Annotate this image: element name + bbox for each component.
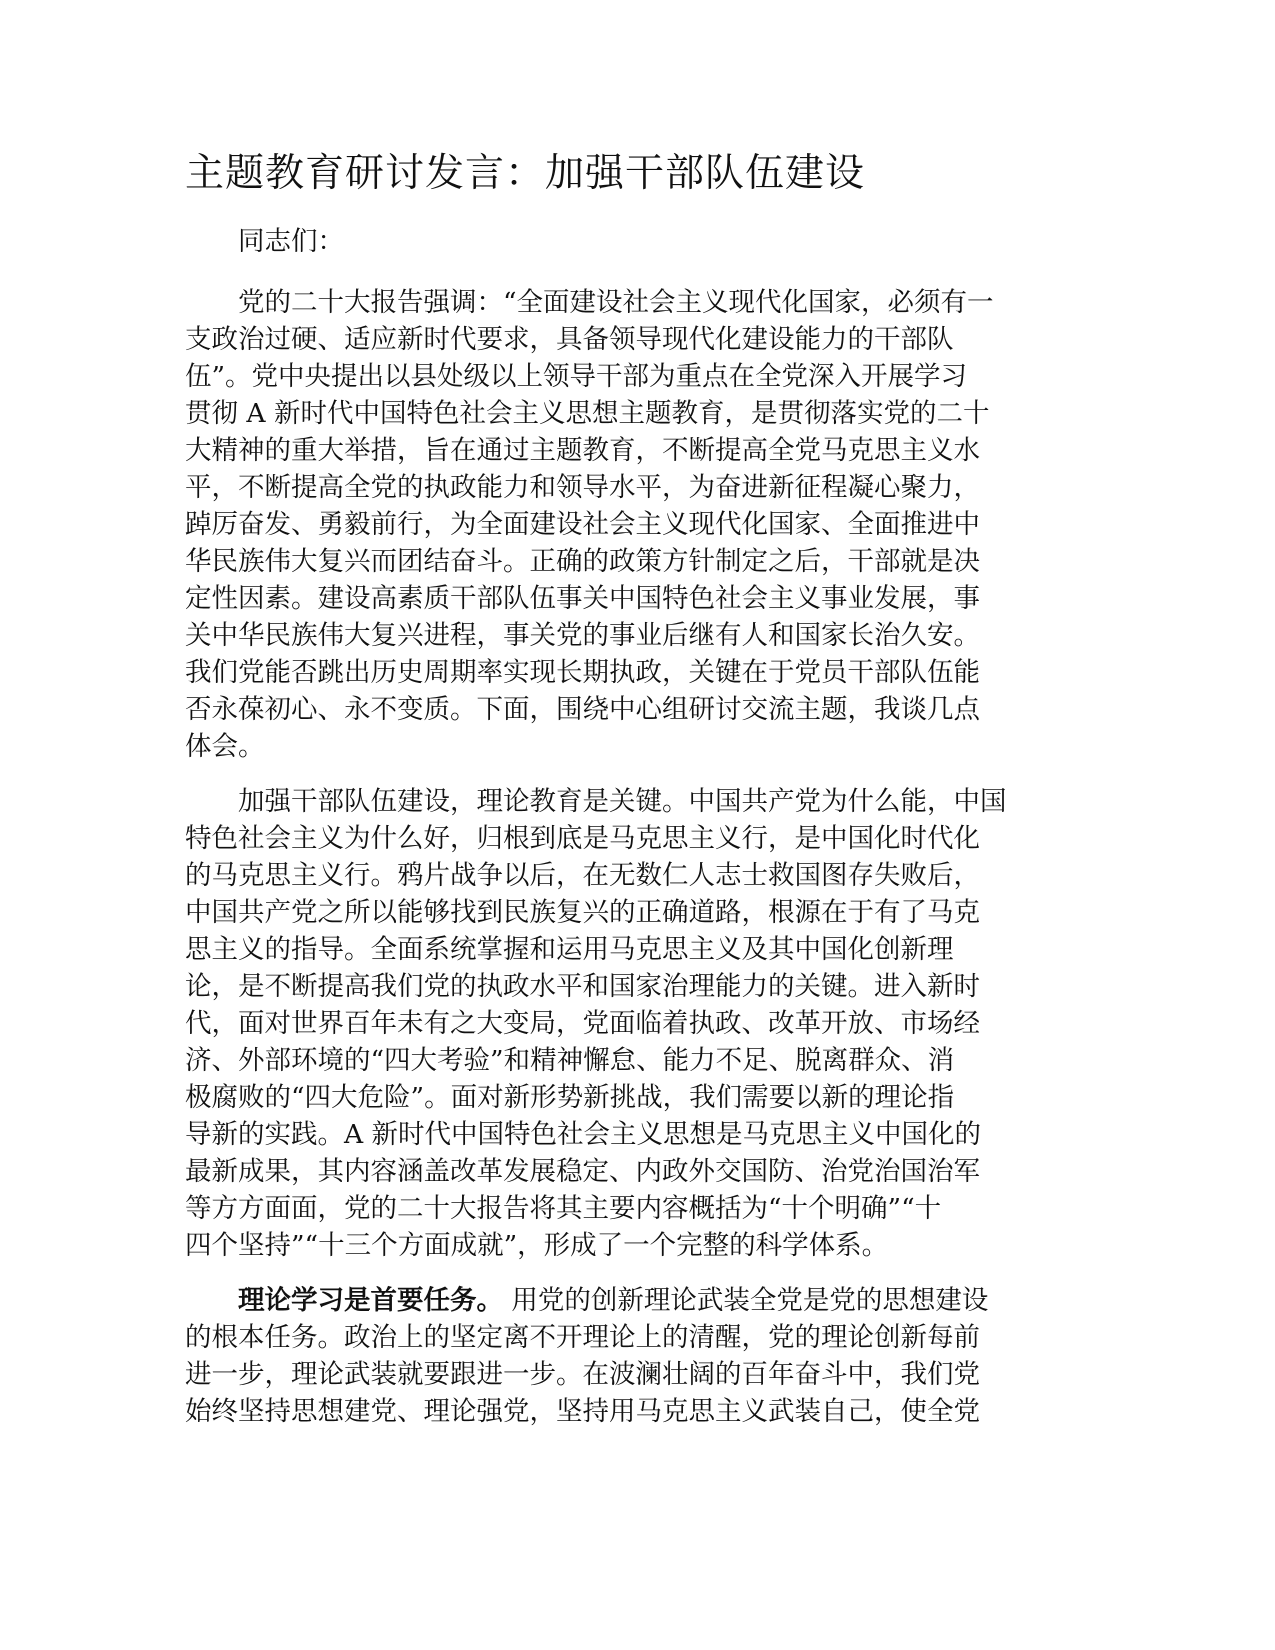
text-line: 定性因素。建设高素质干部队伍事关中国特色社会主义事业发展，事 <box>185 583 980 614</box>
text-line: 等方方面面，党的二十大报告将其主要内容概括为“十个明确”“十 <box>185 1193 942 1224</box>
paragraph-theory-study <box>185 1282 1065 1430</box>
paragraph-theory-education <box>185 783 1065 1264</box>
text-line: 大精神的重大举措，旨在通过主题教育，不断提高全党马克思主义水 <box>185 435 980 466</box>
text-line: 四个坚持”“十三个方面成就”，形成了一个完整的科学体系。 <box>185 1230 889 1261</box>
text-line: 平，不断提高全党的执政能力和领导水平，为奋进新征程凝心聚力， <box>185 472 980 503</box>
text-line: 的马克思主义行。鸦片战争以后，在无数仁人志士救国图存失败后， <box>185 860 980 891</box>
text-line: 体会。 <box>185 731 265 762</box>
text-line: 最新成果，其内容涵盖改革发展稳定、内政外交国防、治党治国治军 <box>185 1156 980 1187</box>
text-line <box>185 1282 1065 1319</box>
document-title: 主题教育研讨发言：加强干部队伍建设 <box>185 151 866 196</box>
text-line: 的根本任务。政治上的坚定离不开理论上的清醒，党的理论创新每前 <box>185 1322 980 1353</box>
paragraph-heading-continuation: 用党的创新理论武装全党是党的思想建设 <box>503 1285 989 1316</box>
text-line: 关中华民族伟大复兴进程，事关党的事业后继有人和国家长治久安。 <box>185 620 980 651</box>
text-line: 加强干部队伍建设，理论教育是关键。中国共产党为什么能，中国 <box>238 786 1007 817</box>
text-line: 思主义的指导。全面系统掌握和运用马克思主义及其中国化创新理 <box>185 934 954 965</box>
paragraph-heading: 理论学习是首要任务。 <box>238 1285 503 1316</box>
text-line: 踔厉奋发、勇毅前行，为全面建设社会主义现代化国家、全面推进中 <box>185 509 980 540</box>
text-line: 支政治过硬、适应新时代要求，具备领导现代化建设能力的干部队 <box>185 324 954 355</box>
text-line: 济、外部环境的“四大考验”和精神懈怠、能力不足、脱离群众、消 <box>185 1045 955 1076</box>
salutation: 同志们： <box>238 226 344 257</box>
text-line: 中国共产党之所以能够找到民族复兴的正确道路，根源在于有了马克 <box>185 897 980 928</box>
paragraph-intro <box>185 284 1065 765</box>
text-line: 代，面对世界百年未有之大变局，党面临着执政、改革开放、市场经 <box>185 1008 980 1039</box>
text-line: 贯彻 A 新时代中国特色社会主义思想主题教育，是贯彻落实党的二十 <box>185 398 990 429</box>
text-line: 始终坚持思想建党、理论强党，坚持用马克思主义武装自己，使全党 <box>185 1396 980 1427</box>
text-line: 伍”。党中央提出以县处级以上领导干部为重点在全党深入开展学习 <box>185 361 968 392</box>
text-line: 论，是不断提高我们党的执政水平和国家治理能力的关键。进入新时 <box>185 971 980 1002</box>
text-line: 华民族伟大复兴而团结奋斗。正确的政策方针制定之后，干部就是决 <box>185 546 980 577</box>
document-body <box>185 223 1065 1448</box>
text-line: 进一步，理论武装就要跟进一步。在波澜壮阔的百年奋斗中，我们党 <box>185 1359 980 1390</box>
text-line: 否永葆初心、永不变质。下面，围绕中心组研讨交流主题，我谈几点 <box>185 694 980 725</box>
text-line: 导新的实践。A 新时代中国特色社会主义思想是马克思主义中国化的 <box>185 1119 982 1150</box>
text-line: 极腐败的“四大危险”。面对新形势新挑战，我们需要以新的理论指 <box>185 1082 955 1113</box>
text-line: 特色社会主义为什么好，归根到底是马克思主义行，是中国化时代化 <box>185 823 980 854</box>
text-line: 我们党能否跳出历史周期率实现长期执政，关键在于党员干部队伍能 <box>185 657 980 688</box>
text-line: 党的二十大报告强调：“全面建设社会主义现代化国家，必须有一 <box>238 287 994 318</box>
